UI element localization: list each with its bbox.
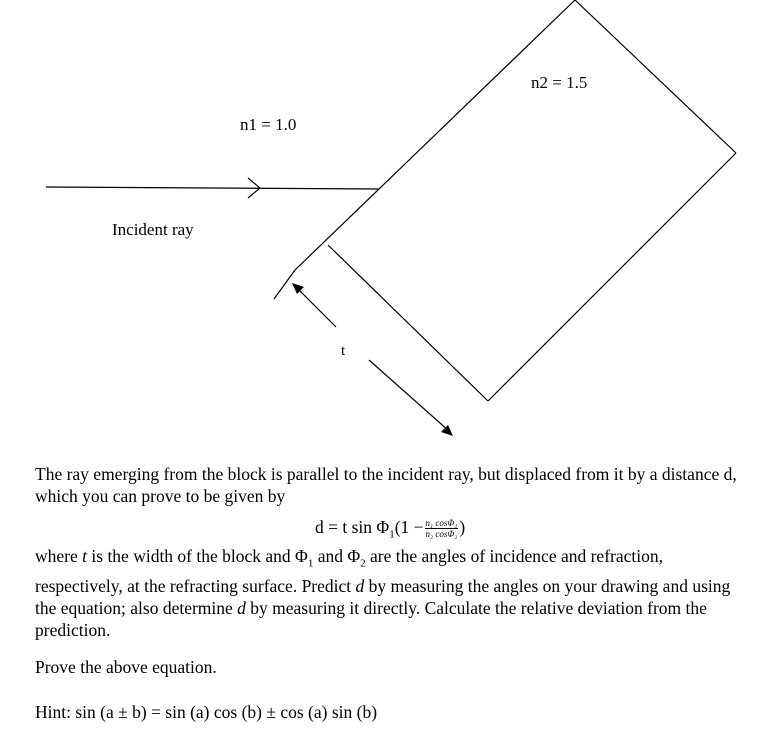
block-left-edge-lower <box>328 245 488 401</box>
equation-open: (1 − <box>394 517 424 537</box>
equation-sub1: 1 <box>389 528 395 541</box>
equation-close: ) <box>459 517 466 537</box>
equation-fraction <box>425 518 459 539</box>
t-dimension-lower <box>369 360 449 431</box>
block-right-edge <box>575 0 736 153</box>
incident-ray-label: Incident ray <box>112 220 194 239</box>
equation-lhs: d = t sin Φ <box>315 517 390 537</box>
paragraph-intro: The ray emerging from the block is parallel to the incident ray, but displaced from it by a distance d, which you can prove to be given by <box>35 464 737 506</box>
fraction-denominator: n₂ cosΦ₂ <box>425 529 458 540</box>
thickness-label: t <box>341 343 346 359</box>
paragraph-instructions: where t is the width of the block and $\Phi_1$ and $\Phi_2$ are the angles of incidence and refraction, respectively, at the refracting surface. Predict d by measuring the angles on your drawing and using the equation; also determine d by measuring it directly. Calculate the relative deviation from the prediction. <box>35 546 731 640</box>
t-arrowhead-upper <box>292 283 304 294</box>
block-bottom-edge <box>488 153 736 401</box>
n2-label: n2 = 1.5 <box>531 73 588 92</box>
displacement-equation <box>315 517 465 541</box>
n1-label: n1 = 1.0 <box>240 115 297 134</box>
t-dimension-upper <box>296 287 336 327</box>
block-outline <box>295 0 575 270</box>
incident-ray-line <box>46 187 380 189</box>
fraction-numerator: n₁ cosΦ₁ <box>425 518 458 529</box>
prove-statement: Prove the above equation. <box>35 657 217 677</box>
surface-extension <box>274 270 295 299</box>
hint-statement: Hint: sin (a ± b) = sin (a) cos (b) ± cos (a) sin (b) <box>35 702 378 722</box>
t-arrowhead-lower <box>441 425 453 436</box>
